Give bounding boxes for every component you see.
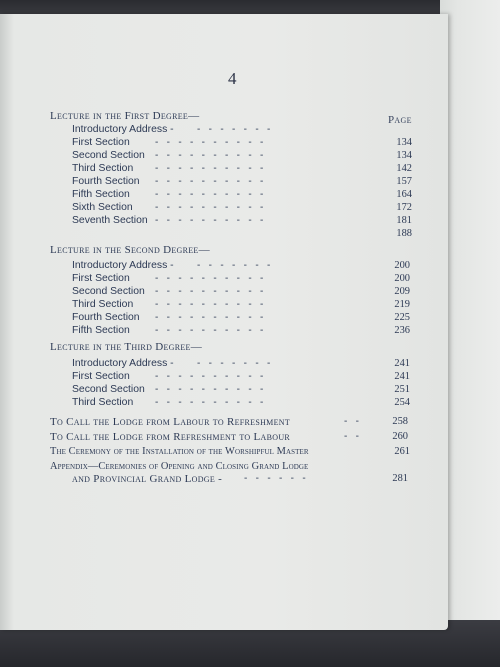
toc-entry-title: Sixth Section xyxy=(72,202,133,213)
toc-entry-page: 200 xyxy=(394,273,410,284)
toc-entry-page: 164 xyxy=(396,189,412,200)
toc-entry-title: Second Section xyxy=(72,286,145,297)
toc-entry-title: Fifth Section xyxy=(72,325,130,336)
toc-entry-title: Third Section xyxy=(72,163,134,174)
toc-entry-page: 157 xyxy=(396,176,412,187)
leader-dashes: - - - - - - - xyxy=(197,124,271,135)
toc-entry-title: Fourth Section xyxy=(72,312,140,323)
toc-entry-title: Second Section xyxy=(72,384,145,395)
toc-entry-title: Introductory Address - xyxy=(72,358,174,369)
toc-entry-page: 134 xyxy=(396,150,412,161)
toc-entry-page: 225 xyxy=(394,312,410,323)
leader-dashes: - - - - - - - - - - xyxy=(155,150,264,161)
toc-entry-page: 251 xyxy=(394,384,410,395)
leader-dashes: - - - - - - - - - - xyxy=(155,189,264,200)
leader-dashes: - - - - - - - - - - xyxy=(155,163,264,174)
toc-entry-title: Introductory Address - xyxy=(72,124,174,135)
toc-entry-title: To Call the Lodge from Labour to Refreshment xyxy=(50,416,291,428)
book-page xyxy=(0,14,448,630)
leader-dashes: - - - - - - - xyxy=(197,260,271,271)
toc-entry-page: 241 xyxy=(394,358,410,369)
page-gutter-shadow xyxy=(0,14,14,630)
toc-entry-page: 260 xyxy=(392,431,408,442)
leader-dashes: - - - - - - - - - - xyxy=(155,299,264,310)
toc-entry-title: First Section xyxy=(72,137,130,148)
toc-entry-page: 236 xyxy=(394,325,410,336)
leader-dashes: - - - - - - - - - - xyxy=(155,273,264,284)
toc-entry-title: Introductory Address - xyxy=(72,260,174,271)
toc-entry-title: and Provincial Grand Lodge - xyxy=(72,473,223,485)
toc-entry-page: 254 xyxy=(394,397,410,408)
leader-dashes: - - - - - - - - - - xyxy=(155,384,264,395)
leader-dashes: - - - - - - - - - - xyxy=(155,325,264,336)
toc-entry-page: 209 xyxy=(394,286,410,297)
toc-entry-page: 142 xyxy=(396,163,412,174)
toc-entry-page: 281 xyxy=(392,473,408,484)
section-heading-second-degree: Lecture in the Second Degree— xyxy=(50,244,210,256)
toc-entry-title: First Section xyxy=(72,371,130,382)
page-number: 4 xyxy=(228,69,237,88)
toc-entry-title: Fourth Section xyxy=(72,176,140,187)
leader-dashes: - - - - - - - - - - xyxy=(155,286,264,297)
leader-dashes: - - xyxy=(344,416,359,427)
toc-entry-title: First Section xyxy=(72,273,130,284)
leader-dashes: - - - - - - - - - - xyxy=(155,176,264,187)
leader-dashes: - - xyxy=(344,431,359,442)
toc-entry-page: 258 xyxy=(392,416,408,427)
toc-entry-page: 200 xyxy=(394,260,410,271)
leader-dashes: - - - - - - - - - - xyxy=(155,371,264,382)
leader-dashes: - - - - - - - - - - xyxy=(155,312,264,323)
toc-entry-title: To Call the Lodge from Refreshment to Labour xyxy=(50,431,291,443)
toc-entry-title: Appendix—Ceremonies of Opening and Closing Grand Lodge xyxy=(50,461,309,472)
toc-entry-page: 261 xyxy=(394,446,410,457)
toc-entry-title: Second Section xyxy=(72,150,145,161)
leader-dashes: - - - - - - - - - - xyxy=(155,215,264,226)
page-column-label: Page xyxy=(388,114,412,126)
leader-dashes: - - - - - - xyxy=(244,473,306,484)
toc-entry-title: Third Section xyxy=(72,299,134,310)
leader-dashes: - - - - - - - - - - xyxy=(155,202,264,213)
toc-entry-page: 188 xyxy=(396,228,412,239)
leader-dashes: - - - - - - - - - - xyxy=(155,137,264,148)
toc-entry-title: The Ceremony of the Installation of the Worshipful Master xyxy=(50,446,309,457)
toc-entry-title: Third Section xyxy=(72,397,134,408)
toc-entry-page: 219 xyxy=(394,299,410,310)
leader-dashes: - - - - - - - - - - xyxy=(155,397,264,408)
section-heading-first-degree: Lecture in the First Degree— xyxy=(50,110,200,122)
toc-entry-title: Seventh Section xyxy=(72,215,148,226)
toc-entry-page: 134 xyxy=(396,137,412,148)
section-heading-third-degree: Lecture in the Third Degree— xyxy=(50,341,203,353)
toc-entry-page: 241 xyxy=(394,371,410,382)
toc-entry-page: 172 xyxy=(396,202,412,213)
toc-entry-title: Fifth Section xyxy=(72,189,130,200)
leader-dashes: - - - - - - - xyxy=(197,358,271,369)
facing-page xyxy=(440,0,500,667)
toc-entry-page: 181 xyxy=(396,215,412,226)
